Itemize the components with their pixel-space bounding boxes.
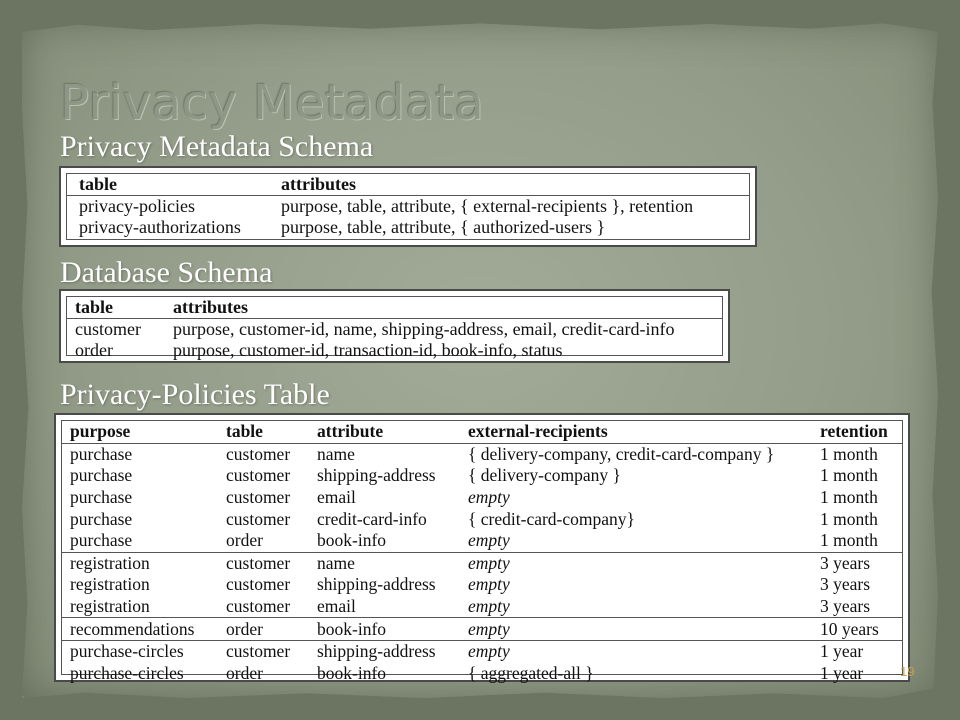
table-row xyxy=(62,640,902,662)
cell-external-recipients: { delivery-company } xyxy=(468,465,621,486)
table-row xyxy=(62,530,902,552)
column-header-attributes: attributes xyxy=(173,297,248,317)
cell-table: order xyxy=(75,340,113,360)
cell-table: customer xyxy=(226,574,291,595)
cell-retention: 1 month xyxy=(820,443,878,464)
cell-table: customer xyxy=(226,508,291,529)
cell-table: order xyxy=(226,530,263,551)
cell-attribute: email xyxy=(317,596,356,617)
column-header-table: table xyxy=(226,421,263,442)
cell-external-recipients: empty xyxy=(468,530,510,551)
table-header-row xyxy=(67,174,749,196)
cell-purpose: purchase xyxy=(70,465,133,486)
table-row xyxy=(62,443,902,465)
slide-title: Privacy Metadata xyxy=(60,75,485,131)
cell-table: customer xyxy=(226,641,291,662)
table-row xyxy=(62,596,902,618)
database-schema-table xyxy=(59,289,730,363)
cell-external-recipients: empty xyxy=(468,596,510,617)
cell-retention: 1 month xyxy=(820,465,878,486)
cell-retention: 3 years xyxy=(820,574,871,595)
table-row xyxy=(62,574,902,596)
column-header-table: table xyxy=(79,174,117,194)
cell-attribute: email xyxy=(317,487,356,508)
cell-purpose: purchase-circles xyxy=(70,662,184,683)
cell-purpose: registration xyxy=(70,596,150,617)
schema-table xyxy=(67,174,749,238)
privacy-metadata-schema-heading: Privacy Metadata Schema xyxy=(60,130,374,163)
cell-purpose: recommendations xyxy=(70,618,195,639)
cell-purpose: purchase xyxy=(70,443,133,464)
privacy-policies-table-heading: Privacy-Policies Table xyxy=(60,378,330,411)
cell-attributes: purpose, customer-id, transaction-id, book-info, status xyxy=(173,340,563,360)
table-frame xyxy=(66,173,750,240)
table-row xyxy=(62,663,902,685)
table-row xyxy=(67,196,749,218)
table-header-row xyxy=(67,297,722,319)
column-header-purpose: purpose xyxy=(70,421,131,442)
privacy-metadata-schema-table xyxy=(59,166,757,247)
cell-external-recipients: empty xyxy=(468,487,510,508)
table-row xyxy=(62,487,902,509)
cell-retention: 3 years xyxy=(820,552,871,573)
policies-table xyxy=(62,421,902,684)
cell-table: privacy-authorizations xyxy=(79,217,241,237)
cell-external-recipients: { credit-card-company} xyxy=(468,508,635,529)
cell-retention: 1 month xyxy=(820,508,878,529)
privacy-policies-table xyxy=(54,413,910,682)
cell-purpose: purchase-circles xyxy=(70,641,184,662)
table-row xyxy=(62,552,902,574)
database-schema-heading: Database Schema xyxy=(60,256,273,289)
cell-retention: 1 month xyxy=(820,530,878,551)
page-number: 19 xyxy=(900,664,915,679)
cell-attribute: name xyxy=(317,552,355,573)
cell-attributes: purpose, table, attribute, { authorized-users } xyxy=(281,217,606,237)
cell-attribute: book-info xyxy=(317,662,387,683)
cell-table: customer xyxy=(226,487,291,508)
cell-external-recipients: empty xyxy=(468,552,510,573)
cell-table: customer xyxy=(226,596,291,617)
cell-attribute: book-info xyxy=(317,530,387,551)
cell-retention: 10 years xyxy=(820,618,879,639)
cell-retention: 1 year xyxy=(820,662,864,683)
table-frame xyxy=(61,420,903,683)
table-row xyxy=(62,618,902,641)
cell-attribute: shipping-address xyxy=(317,574,436,595)
cell-purpose: registration xyxy=(70,574,150,595)
cell-table: customer xyxy=(75,319,141,339)
cell-external-recipients: empty xyxy=(468,641,510,662)
cell-attribute: shipping-address xyxy=(317,465,436,486)
cell-retention: 1 month xyxy=(820,487,878,508)
cell-retention: 3 years xyxy=(820,596,871,617)
cell-external-recipients: empty xyxy=(468,618,510,639)
cell-retention: 1 year xyxy=(820,641,864,662)
cell-table: order xyxy=(226,618,263,639)
cell-purpose: purchase xyxy=(70,508,133,529)
table-row xyxy=(67,319,722,341)
table-row xyxy=(62,465,902,487)
cell-attribute: book-info xyxy=(317,618,387,639)
table-row xyxy=(62,508,902,530)
table-header-row xyxy=(62,421,902,443)
table-row xyxy=(67,340,722,361)
cell-purpose: registration xyxy=(70,552,150,573)
cell-table: order xyxy=(226,662,263,683)
cell-table: customer xyxy=(226,552,291,573)
column-header-attribute: attribute xyxy=(317,421,384,442)
schema-table xyxy=(67,297,722,361)
cell-purpose: purchase xyxy=(70,487,133,508)
cell-attribute: credit-card-info xyxy=(317,508,427,529)
cell-attribute: name xyxy=(317,443,355,464)
cell-purpose: purchase xyxy=(70,530,133,551)
cell-attributes: purpose, table, attribute, { external-recipients }, retention xyxy=(281,196,694,216)
column-header-retention: retention xyxy=(820,421,888,442)
table-frame xyxy=(66,296,723,360)
column-header-external-recipients: external-recipients xyxy=(468,421,608,442)
cell-external-recipients: empty xyxy=(468,574,510,595)
column-header-table: table xyxy=(75,297,113,317)
policy-rows xyxy=(62,443,902,684)
cell-table: privacy-policies xyxy=(79,196,195,216)
schema-rows xyxy=(67,319,722,362)
cell-table: customer xyxy=(226,465,291,486)
cell-attribute: shipping-address xyxy=(317,641,436,662)
table-row xyxy=(67,217,749,238)
column-header-attributes: attributes xyxy=(281,174,356,194)
cell-attributes: purpose, customer-id, name, shipping-address, email, credit-card-info xyxy=(173,319,675,339)
schema-rows xyxy=(67,196,749,239)
cell-external-recipients: { delivery-company, credit-card-company } xyxy=(468,443,775,464)
cell-table: customer xyxy=(226,443,291,464)
cell-external-recipients: { aggregated-all } xyxy=(468,662,594,683)
